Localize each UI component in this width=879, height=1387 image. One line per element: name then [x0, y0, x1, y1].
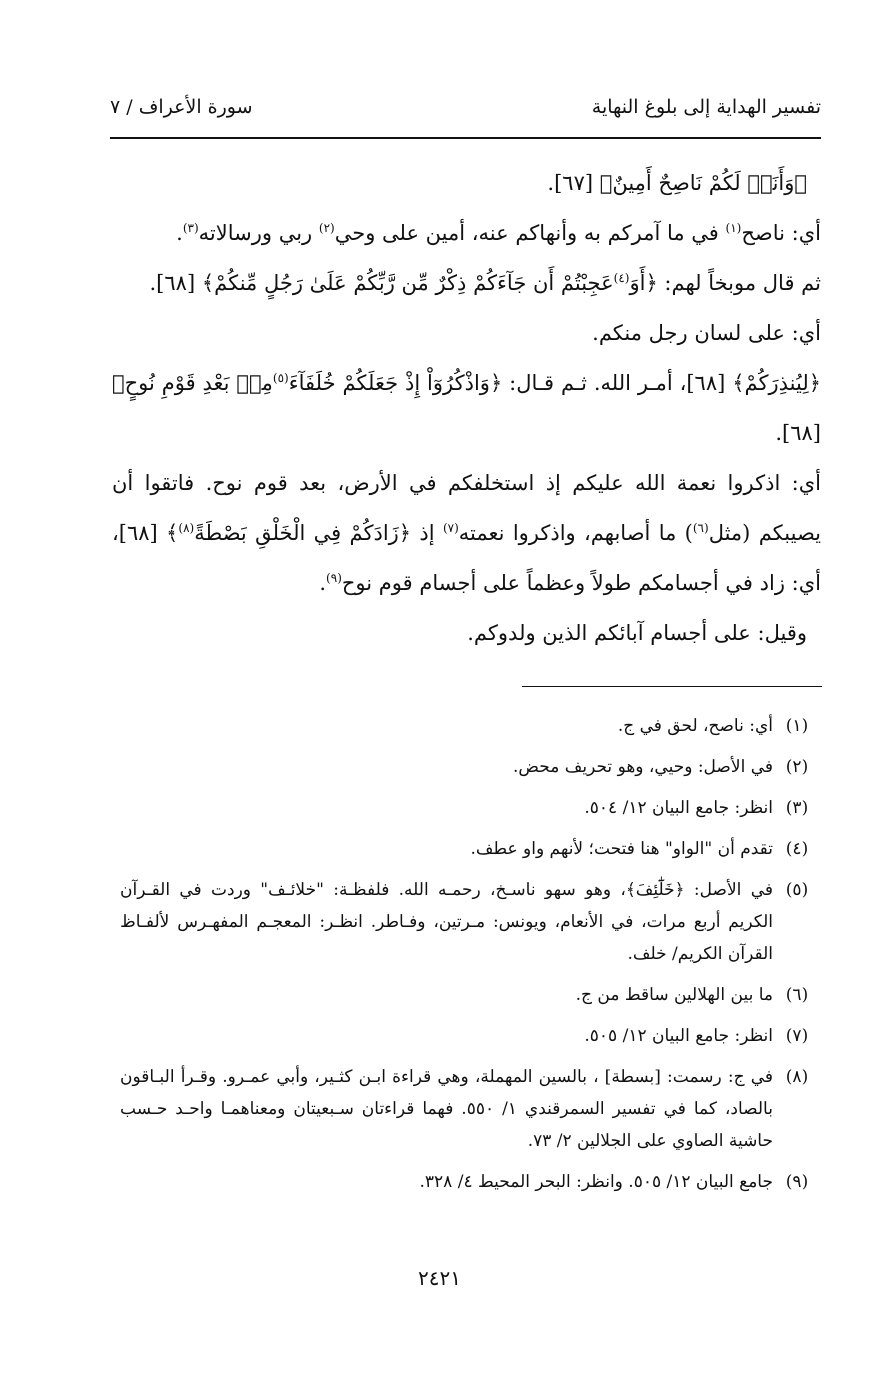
verse-ref: [٦٧]. — [547, 171, 600, 195]
footnote — [120, 979, 821, 1011]
paragraph-commentary-1 — [112, 208, 821, 258]
text-run: . — [319, 571, 327, 595]
footnote-ref: (٤) — [613, 271, 630, 285]
quran-verse: عَجِبْتُمْ أَن جَآءَكُمْ ذِكْرٌ مِّن رَّبِّكُمْ عَلَىٰ رَجُلٍ مِّنكُمْ﴾ — [201, 271, 614, 295]
footnote-text: في ج: رسمت: [بسطة] ، بالسين المهملة، وهي قراءة ابـن كثـير، وأبي عمـرو. وقـرأ البـاقون بالصاد، كما في تفسير السمرقندي ١/ ٥٥٠. فهما قراءتان سـبعيتان ومعناهمـا واحـد حـسب حاشية الصاوي على الجلالين ٢/ ٧٣. — [120, 1067, 773, 1151]
main-text — [112, 158, 821, 658]
book-title: تفسير الهداية إلى بلوغ النهاية — [591, 96, 821, 118]
running-header — [110, 96, 821, 126]
paragraph-commentary-3 — [112, 458, 821, 608]
footnotes — [120, 710, 821, 1207]
footnote — [120, 792, 821, 824]
text-run: ثم قال موبخاً لهم: ﴿أَوَ — [629, 271, 821, 295]
paragraph-commentary-2: أي: على لسان رجل منكم. — [592, 321, 821, 345]
footnote-ref: (٦) — [692, 521, 709, 535]
footnote-ref: (٨) — [178, 521, 195, 535]
footnote-ref: (٢) — [318, 221, 335, 235]
sura-and-page: سورة الأعراف / ٧ — [110, 96, 253, 118]
footnote-text: انظر: جامع البيان ١٢/ ٥٠٤. — [584, 798, 773, 818]
text-run: . — [176, 221, 183, 245]
footnote — [120, 1166, 821, 1198]
footnote-number: (٨) — [785, 1067, 809, 1087]
paragraph-commentary-4: وقيل: على أجسام آبائكم الذين ولدوكم. — [467, 621, 807, 645]
footnote-number: (٩) — [785, 1172, 809, 1192]
footnote-number: (٧) — [785, 1026, 809, 1046]
footnote-text: انظر: جامع البيان ١٢/ ٥٠٥. — [584, 1026, 773, 1046]
text-run: ) ما أصابهم، واذكروا نعمته — [458, 521, 693, 545]
footnote-ref: (٥) — [272, 371, 289, 385]
footnote — [120, 833, 821, 865]
footnote — [120, 710, 821, 742]
footnote — [120, 874, 821, 970]
header-rule — [110, 137, 821, 139]
footnote-number: (٢) — [785, 757, 809, 777]
footnote-ref: (٧) — [442, 521, 459, 535]
quran-verse: إذ ﴿زَادَكُمْ فِي الْخَلْقِ بَصْطَةً — [194, 521, 443, 545]
text-run: ربي ورسالاته — [198, 221, 319, 245]
quran-verse: ﴿وَأَنَا۠ لَكُمْ نَاصِحٌ أَمِينٌ﴾ — [599, 171, 807, 195]
footnote — [120, 1020, 821, 1052]
paragraph-verse-68b — [112, 358, 821, 458]
verse-ref: [٦٨]. — [149, 271, 202, 295]
footnote-ref: (١) — [725, 221, 742, 235]
footnote-ref: (٣) — [182, 221, 199, 235]
footnote-text: في الأصل: وحيي، وهو تحريف محض. — [513, 757, 773, 777]
footnote-number: (٣) — [785, 798, 809, 818]
text-run: ﴾ [٦٨]، أي: زاد في أجسامكم طولاً وعظماً على أجسام قوم نوح — [112, 521, 821, 595]
footnote-text: أي: ناصح، لحق في ج. — [617, 716, 773, 736]
text-run: أي: اذكروا نعمة الله عليكم إذ استخلفكم في الأرض، بعد قوم نوح. فاتقوا أن يصيبكم (مثل — [112, 471, 821, 545]
page-number: ٢٤٢١ — [418, 1266, 461, 1290]
footnote-number: (٥) — [785, 880, 809, 900]
footnote-text: جامع البيان ١٢/ ٥٠٥. وانظر: البحر المحيط ٤/ ٣٢٨. — [419, 1172, 773, 1192]
text-run: أي: ناصح — [741, 221, 821, 245]
footnote-number: (٦) — [785, 985, 809, 1005]
footnote-number: (١) — [785, 716, 809, 736]
footnote-ref: (٩) — [326, 571, 342, 585]
footnote — [120, 751, 821, 783]
footnote — [120, 1061, 821, 1157]
text-run: مِنۢ بَعْدِ قَوْمِ نُوحٍ﴾ [٦٨]. — [112, 371, 821, 445]
footnote-text: في الأصل: ﴿خَلَٰٓئِفَ﴾، وهو سهو ناسـخ، رحمـه الله. فلفظـة: "خلائـف" وردت في القـرآن الكريم أربع مرات، في الأنعام، ويونس: مـرتين، وفـاطر. انظـر: المعجـم المفهـرس لألفـاظ القرآن الكريم/ خلف. — [120, 880, 773, 964]
text-run: ﴿لِيُنذِرَكُمْ﴾ [٦٨]، أمـر الله. ثـم قـال: ﴿وَاذْكُرُوٓاْ إِذْ جَعَلَكُمْ خُلَفَآءَ — [288, 371, 822, 395]
footnote-separator — [522, 686, 822, 687]
paragraph-verse-68a — [112, 258, 821, 308]
footnote-text: ما بين الهلالين ساقط من ج. — [575, 985, 773, 1005]
paragraph-verse-67 — [112, 158, 821, 208]
footnote-number: (٤) — [785, 839, 809, 859]
text-run: في ما آمركم به وأنهاكم عنه، أمين على وحي — [334, 221, 726, 245]
footnote-text: تقدم أن "الواو" هنا فتحت؛ لأنهم واو عطف. — [470, 839, 773, 859]
